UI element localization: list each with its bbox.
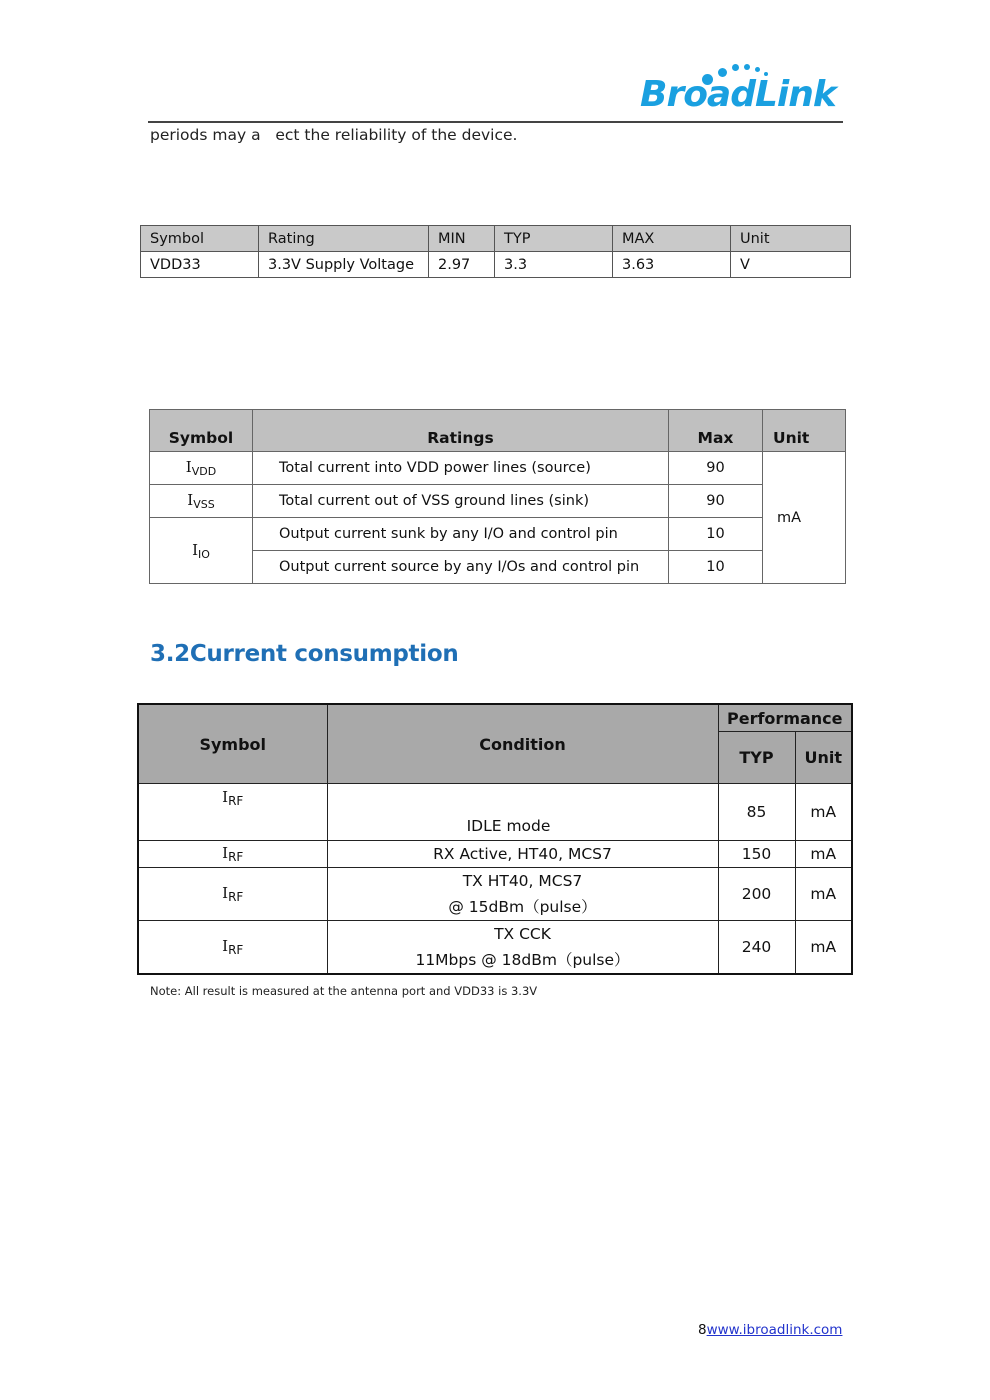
table-header-row: [141, 226, 851, 252]
cell-symbol: $I_{VSS}$: [150, 485, 253, 518]
column-header: Symbol: [150, 410, 253, 452]
logo-dot: [744, 64, 750, 70]
cell-rating: 3.3V Supply Voltage: [259, 252, 429, 278]
supply-voltage-table: [140, 225, 851, 278]
table-row: [138, 921, 852, 975]
table-row: [138, 868, 852, 921]
column-header: MAX: [613, 226, 731, 252]
column-header: Symbol: [141, 226, 259, 252]
page-number: 8: [698, 1322, 707, 1338]
column-header-symbol: Symbol: [138, 704, 327, 784]
cell-rating: Total current into VDD power lines (source): [253, 452, 669, 485]
column-header: Max: [669, 410, 763, 452]
cell-unit: mA: [795, 921, 852, 975]
cell-condition: TX HT40, MCS7 @ 15dBm（pulse）: [327, 868, 718, 921]
table-row: [150, 452, 846, 485]
column-header: Rating: [259, 226, 429, 252]
column-header: Unit: [731, 226, 851, 252]
column-header: Ratings: [253, 410, 669, 452]
table-header-row: [138, 704, 852, 732]
table-row: [138, 784, 852, 841]
table-row: [150, 518, 846, 551]
cell-symbol: $I_{VDD}$: [150, 452, 253, 485]
cell-max: 90: [669, 452, 763, 485]
column-header-condition: Condition: [327, 704, 718, 784]
cell-unit: V: [731, 252, 851, 278]
logo-dot: [755, 67, 760, 72]
header-divider: [148, 121, 843, 123]
cell-min: 2.97: [429, 252, 495, 278]
cell-symbol: $I_{RF}$: [138, 921, 327, 975]
column-header-typ: TYP: [718, 732, 795, 784]
cell-symbol: VDD33: [141, 252, 259, 278]
column-header: TYP: [495, 226, 613, 252]
table-row: [141, 252, 851, 278]
cell-rating: Output current sunk by any I/O and control pin: [253, 518, 669, 551]
intro-text: periods may a ect the reliability of the device.: [150, 126, 518, 144]
cell-unit: mA: [795, 784, 852, 841]
current-consumption-table: [137, 703, 853, 975]
logo-dot: [732, 64, 739, 71]
cell-max: 10: [669, 518, 763, 551]
cell-condition: RX Active, HT40, MCS7: [327, 841, 718, 868]
cell-typ: 85: [718, 784, 795, 841]
cell-typ: 240: [718, 921, 795, 975]
website-link[interactable]: www.ibroadlink.com: [706, 1322, 843, 1338]
cell-rating: Total current out of VSS ground lines (sink): [253, 485, 669, 518]
broadlink-logo: [640, 60, 840, 116]
column-header: Unit: [763, 410, 846, 452]
column-header-unit: Unit: [795, 732, 852, 784]
measurement-note: Note: All result is measured at the antenna port and VDD33 is 3.3V: [150, 984, 538, 998]
cell-symbol: $I_{RF}$: [138, 841, 327, 868]
page-footer: [698, 1322, 842, 1338]
column-header-performance: Performance: [718, 704, 852, 732]
table-row: [150, 551, 846, 584]
cell-condition: IDLE mode: [327, 784, 718, 841]
cell-typ: 3.3: [495, 252, 613, 278]
column-header: MIN: [429, 226, 495, 252]
cell-typ: 150: [718, 841, 795, 868]
logo-wordmark: BroadLink: [640, 74, 836, 115]
cell-unit: mA: [795, 841, 852, 868]
cell-rating: Output current source by any I/Os and control pin: [253, 551, 669, 584]
cell-symbol: $I_{RF}$: [138, 784, 327, 841]
table-header-row: [150, 410, 846, 452]
cell-typ: 200: [718, 868, 795, 921]
table-row: [138, 841, 852, 868]
current-ratings-table: [149, 409, 846, 584]
cell-max: 90: [669, 485, 763, 518]
section-heading: 3.2Current consumption: [150, 641, 459, 667]
table-row: [150, 485, 846, 518]
cell-symbol: $I_{IO}$: [150, 518, 253, 584]
cell-unit: mA: [795, 868, 852, 921]
cell-max: 3.63: [613, 252, 731, 278]
cell-symbol: $I_{RF}$: [138, 868, 327, 921]
cell-condition: TX CCK 11Mbps @ 18dBm（pulse）: [327, 921, 718, 975]
cell-unit: mA: [763, 452, 846, 584]
cell-max: 10: [669, 551, 763, 584]
